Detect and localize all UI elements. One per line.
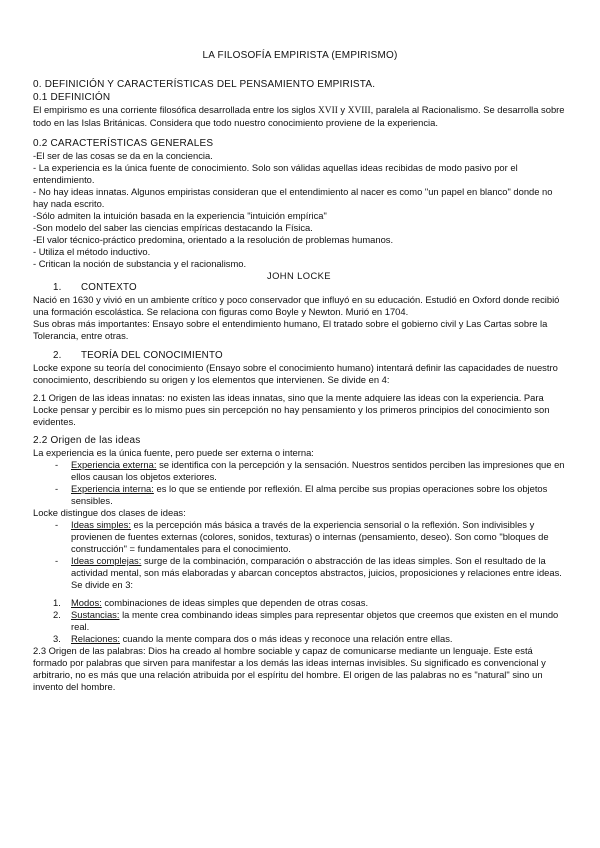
definition-heading: 0.1 DEFINICIÓN	[33, 92, 111, 103]
list-item: 1. Modos: combinaciones de ideas simples que dependen de otras cosas.	[53, 597, 369, 608]
idea-classes-list	[33, 519, 565, 591]
characteristic-line: - La experiencia es la única fuente de conocimiento. Solo son válidas aquellas ideas recibidas de modo pasivo por el entendimiento.	[33, 162, 518, 185]
list-item: 2. Sustancias: la mente crea combinando ideas simples para representar objetos que creemos que existen en el mundo real.	[53, 609, 559, 632]
characteristic-line: - Critican la noción de substancia y el racionalismo.	[33, 258, 247, 269]
document-body	[33, 78, 565, 693]
experience-list	[33, 459, 565, 507]
complex-ideas-list	[33, 597, 565, 645]
origin-words-paragraph: 2.3 Origen de las palabras: Dios ha creado al hombre sociable y capaz de comunicarse mediante un lenguaje. Este está formado por palabras que sirven para manifestar a los demás las ideas internas invisibles. Su significado es convencional y arbitrario, no es más que una relación atribuida por el espíritu del hombre. El origen de las palabras no es "natural" sino un invento del hombre.	[33, 645, 546, 692]
characteristic-line: - Utiliza el método inductivo.	[33, 246, 151, 257]
locke-heading: JOHN LOCKE	[267, 270, 331, 281]
characteristic-line: -El valor técnico-práctico predomina, orientado a la resolución de problemas humanos.	[33, 234, 394, 245]
list-item: - Experiencia externa: se identifica con la percepción y la sensación. Nuestros sentidos perciben las impresiones que en ellos causan los objetos exteriores.	[55, 459, 565, 482]
definition-paragraph: El empirismo es una corriente filosófica desarrollada entre los siglos XVII y XVIII, paralela al Racionalismo. Se desarrolla sobre todo en las Islas Británicas. Considera que todo nuestro conocimiento proviene de la experiencia.	[33, 104, 565, 128]
innate-ideas-paragraph: 2.1 Origen de las ideas innatas: no existen las ideas innatas, sino que la mente adquiere las ideas con la experiencia. Para Locke pensar y percibir es lo mismo pues sin percepción no hay pensamiento y los primeros principios del conocimiento son evidentes.	[33, 392, 550, 427]
list-item: 3. Relaciones: cuando la mente compara dos o más ideas y reconoce una relación entre ellas.	[53, 633, 453, 644]
characteristic-line: - No hay ideas innatas. Algunos empiristas consideran que el entendimiento al nacer es como "un papel en blanco" donde no hay nada escrito.	[33, 186, 553, 209]
characteristics-heading: 0.2 CARACTERÍSTICAS GENERALES	[33, 138, 214, 149]
characteristic-line: -Sólo admiten la intuición basada en la experiencia "intuición empírica"	[33, 210, 327, 221]
list-item: - Ideas simples: es la percepción más básica a través de la experiencia sensorial o la reflexión. Son indivisibles y provienen de fuentes externas (colores, sonidos, texturas) o internas (pensamiento, deseo). Son como "bloques de construcción" = fundamentales para el conocimiento.	[55, 519, 549, 554]
list-item: - Ideas complejas: surge de la combinación, comparación o abstracción de las ideas simples. Son el resultado de la actividad mental, son más elaboradas y abarcan conceptos abstractos, juicios, proposiciones y relaciones entre ideas. Se divide en 3:	[55, 555, 562, 590]
section-0-heading: 0. DEFINICIÓN Y CARACTERÍSTICAS DEL PENSAMIENTO EMPIRISTA.	[33, 79, 376, 90]
characteristics-list	[33, 150, 565, 270]
context-paragraph-1: Nació en 1630 y vivió en un ambiente crítico y poco conservador que influyó en su educación. Estudió en Oxford donde recibió una formación escolástica. Se relaciona con figuras como Boyle y Newton. Murió en 1704.	[33, 294, 560, 317]
characteristic-line: -Son modelo del saber las ciencias empíricas destacando la Física.	[33, 222, 313, 233]
context-paragraph-2: Sus obras más importantes: Ensayo sobre el entendimiento humano, El tratado sobre el gobierno civil y Las Cartas sobre la Tolerancia, entre otras.	[33, 318, 548, 341]
document-title: LA FILOSOFÍA EMPIRISTA (EMPIRISMO)	[202, 50, 398, 61]
context-heading: 1. CONTEXTO	[53, 282, 137, 293]
idea-classes-intro: Locke distingue dos clases de ideas:	[33, 507, 186, 518]
origin-ideas-intro: La experiencia es la única fuente, pero puede ser externa o interna:	[33, 447, 314, 458]
knowledge-theory-heading: 2. TEORÍA DEL CONOCIMIENTO	[53, 350, 223, 361]
characteristic-line: -El ser de las cosas se da en la conciencia.	[33, 150, 213, 161]
origin-ideas-heading: 2.2 Origen de las ideas	[33, 435, 141, 446]
list-item: - Experiencia interna: es lo que se entiende por reflexión. El alma percibe sus propias operaciones sobre los objetos sensibles.	[55, 483, 548, 506]
knowledge-theory-paragraph: Locke expone su teoría del conocimiento (Ensayo sobre el conocimiento humano) intentará definir las capacidades de nuestro conocimiento, describiendo su origen y los elementos que intervienen. Se divide en 4:	[33, 362, 558, 385]
